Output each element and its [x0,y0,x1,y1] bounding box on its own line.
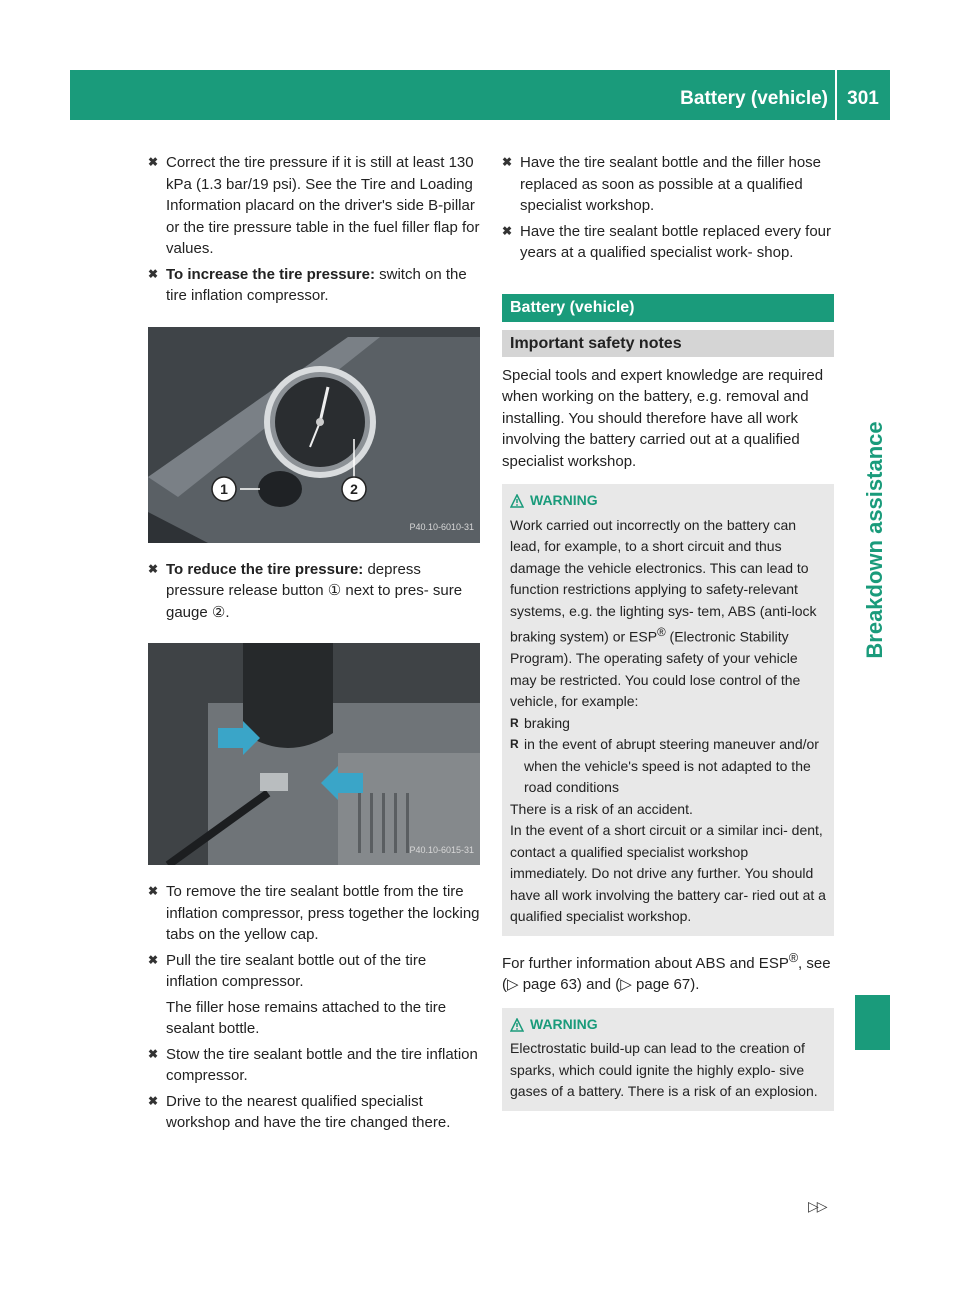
registered-mark: ® [788,950,799,965]
step-replace-hose [502,152,834,217]
step-arrow-icon: ✖ [148,1046,159,1061]
step-text: Correct the tire pressure if it is still at least 130 kPa (1.3 bar/19 psi). See the Tire and Loading Information placard on the driver's side B-pillar or the tire pressure table in the fuel filler flap for values. [166,154,480,257]
step-reduce-pressure [148,559,482,624]
step-text: next to pres- sure gauge [166,582,463,621]
step-arrow-icon: ✖ [148,884,159,898]
left-column [148,152,482,1138]
step-text: To remove the tire sealant bottle from the tire inflation compressor, press together the locking tabs on the yellow cap. [166,883,480,943]
further-text: , see ( [502,954,831,994]
warning-title [510,490,826,512]
bottle-illustration [148,643,480,865]
bullet-r-icon: R [510,715,519,730]
step-remove-bottle [148,881,482,946]
callout-ref-1: ① [327,582,342,599]
step-heading: To increase the tire pressure: [166,265,375,283]
warning-bullet [510,713,826,735]
step-drive [148,1091,482,1134]
figure-caption: P40.10-6010-31 [409,522,474,532]
warning-text: In the event of a short circuit or a similar inci- dent, contact a qualified specialist workshop immediately. Do not drive any further. You should have all work involving the battery car- ried out at a qualified specialist workshop. [510,822,826,925]
callout-1: 1 [220,480,228,497]
warning-text: Electrostatic build-up can lead to the creation of sparks, which could ignite the highly explo- sive gases of a battery. There is a risk of an explosion. [510,1040,818,1100]
side-tab-label: Breakdown assistance [862,421,887,659]
warning-risk: There is a risk of an accident. [510,800,693,817]
page-link-63[interactable]: page 63) and ( [518,976,621,994]
step-correct-pressure [148,152,482,260]
step-arrow-icon: ✖ [148,561,159,576]
figure-caption: P40.10-6015-31 [409,844,474,855]
warning-box-short-circuit [502,484,834,936]
step-text: Drive to the nearest qualified specialist workshop and have the tire changed there. [166,1092,451,1131]
step-increase-pressure [148,264,482,307]
step-note: The filler hose remains attached to the tire sealant bottle. [166,998,447,1037]
warning-triangle-icon [510,494,524,508]
section-title: Battery (vehicle) [502,294,834,322]
compressor-gauge-image [148,327,480,543]
intro-paragraph: Special tools and expert knowledge are required when working on the battery, e.g. removal and installing. You should therefore have all work involving the battery carried out at a qualified specialist workshop. [502,366,824,470]
side-tab-marker [855,995,890,1050]
subsection-title: Important safety notes [502,330,834,357]
warning-triangle-icon [510,1018,524,1032]
further-info [502,948,834,996]
step-arrow-icon: ✖ [502,223,513,238]
step-text: switch on the tire inflation compressor. [166,265,467,304]
callout-ref-2: ② [211,603,226,621]
step-text: Have the tire sealant bottle and the filler hose replaced as soon as possible at a qualified specialist workshop. [520,154,822,214]
step-arrow-icon: ✖ [148,1093,159,1108]
further-text: For further information about ABS and ESP [502,954,789,972]
gauge-illustration [148,327,480,543]
header-separator [835,70,837,120]
warning-title-text: WARNING [530,492,598,508]
step-stow [148,1044,482,1087]
warning-box-electrostatic [502,1008,834,1111]
step-arrow-icon: ✖ [502,155,513,169]
page-number: 301 [847,88,879,109]
step-text: depress pressure release button [166,560,421,599]
warning-text-part: (Electronic Stability Program). The operating safety of your vehicle may be restricted. You could lose control of the vehicle, for example: [510,628,801,710]
step-text: Pull the tire sealant bottle out of the tire inflation compressor. [166,951,427,990]
page-link-67[interactable]: page 67). [631,976,700,994]
side-tab [855,390,895,690]
warning-title-text: WARNING [530,1015,598,1032]
warning-bullet-text: braking [524,714,570,731]
right-column [502,152,834,1111]
warning-bullet [510,734,826,799]
sealant-bottle-image [148,643,480,865]
step-text: . [225,603,230,621]
step-arrow-icon: ✖ [148,952,159,967]
header-title: Battery (vehicle) [680,88,828,109]
step-heading: To reduce the tire pressure: [166,560,364,578]
warning-text [510,515,826,713]
bullet-r-icon: R [510,737,519,752]
page-ref-triangle-icon: ▷ [507,976,519,994]
step-text: Stow the tire sealant bottle and the tire inflation compressor. [166,1045,478,1084]
step-text: Have the tire sealant bottle replaced every four years at a qualified specialist work- shop. [520,222,832,261]
page-ref-triangle-icon: ▷ [620,976,632,994]
step-arrow-icon: ✖ [148,266,159,281]
warning-title [510,1014,826,1036]
continue-arrows-icon: ▷▷ [808,1198,826,1214]
callout-2: 2 [350,480,358,497]
step-replace-bottle [502,221,834,264]
step-pull-bottle [148,950,482,993]
warning-text-part: Work carried out incorrectly on the battery can lead, for example, to a short circuit and thus damage the vehicle electronics. This can lead to function restrictions applying to safety-relevant systems, e.g. the lighting sys- tem, ABS (anti-lock braking system) or ESP [510,516,817,645]
step-arrow-icon: ✖ [148,155,159,169]
registered-mark: ® [657,626,666,639]
warning-bullet-text: in the event of abrupt steering maneuver and/or when the vehicle's speed is not adapted to the road conditions [524,736,819,796]
